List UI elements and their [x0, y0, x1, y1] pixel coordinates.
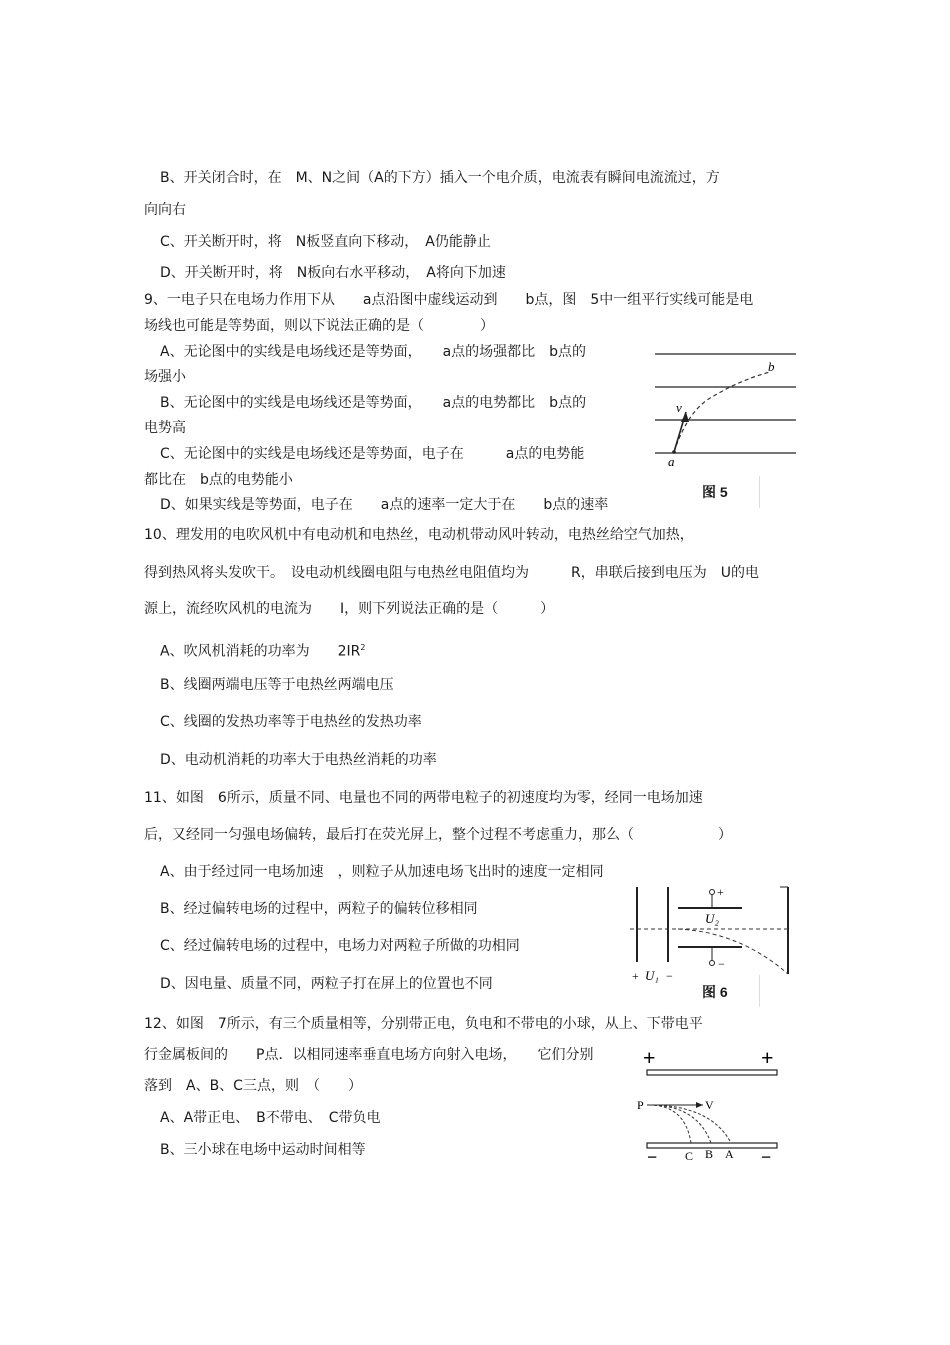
text-line: 后，又经同一匀强电场偏转，最后打在荧光屏上，整个过程不考虑重力，那么（ ） [144, 827, 732, 843]
divider [759, 476, 760, 508]
plus-right: + [761, 1045, 774, 1070]
figure-6 [630, 882, 800, 987]
v-label: V [705, 1098, 714, 1112]
text-line: B、经过偏转电场的过程中，两粒子的偏转位移相同 [160, 901, 478, 917]
text-line: B、线圈两端电压等于电热丝两端电压 [160, 677, 394, 693]
text-line: D、因电量、质量不同，两粒子打在屏上的位置也不同 [160, 976, 493, 992]
text-line: 场强小 [144, 369, 186, 385]
text-line: B、开关闭合时，在 M、N之间（A的下方）插入一个电介质，电流表有瞬间电流流过，方 [160, 170, 720, 186]
text-line: B、无论图中的实线是电场线还是等势面， a点的电势都比 b点的 [160, 395, 587, 411]
text-line: D、如果实线是等势面，电子在 a点的速率一定大于在 b点的速率 [160, 497, 609, 513]
text-line: 电势高 [144, 420, 186, 436]
text-line: C、开关断开时，将 N板竖直向下移动， A仍能静止 [160, 234, 491, 250]
p-label: P [637, 1098, 644, 1112]
plus-left: + [643, 1045, 656, 1070]
text-line: 得到热风将头发吹干。 设电动机线圈电阻与电热丝电阻值均为 R，串联后接到电压为 U的电 [144, 565, 759, 581]
text-line: D、电动机消耗的功率大于电热丝消耗的功率 [160, 752, 437, 768]
text-line: C、无论图中的实线是电场线还是等势面，电子在 a点的电势能 [160, 446, 585, 462]
a-label: A [725, 1147, 734, 1161]
divider [759, 975, 760, 1007]
label-v: v [676, 400, 682, 415]
label-b: b [768, 359, 775, 374]
text-line: 行金属板间的 P点．以相同速率垂直电场方向射入电场， 它们分别 [144, 1047, 594, 1063]
text-line: D、开关断开时，将 N板向右水平移动， A将向下加速 [160, 265, 506, 281]
label-a: a [668, 454, 675, 469]
minus-left: − [647, 1147, 658, 1165]
plus-left-label: + [632, 969, 639, 983]
text-line: 向向右 [144, 202, 186, 218]
text-line: 都比在 b点的电势能小 [144, 472, 293, 488]
figure-5 [650, 340, 800, 475]
figure-7 [635, 1045, 785, 1165]
text-line: 源上，流经吹风机的电流为 I，则下列说法正确的是（ ） [144, 601, 555, 617]
minus-left-label: − [666, 969, 673, 983]
minus-right: − [761, 1147, 772, 1165]
u1-label: U₁ [645, 968, 659, 983]
text-line: 落到 A、B、C三点，则 （ ） [144, 1078, 362, 1094]
plus-top-label: + [717, 885, 724, 899]
minus-bottom-label: − [718, 957, 725, 971]
text-line: A、无论图中的实线是电场线还是等势面， a点的场强都比 b点的 [160, 344, 587, 360]
question-10: 10、理发用的电吹风机中有电动机和电热丝，电动机带动风叶转动，电热丝给空气加热， [144, 527, 694, 543]
text-line: C、线圈的发热功率等于电热丝的发热功率 [160, 714, 422, 730]
question-11: 11、如图 6所示，质量不同、电量也不同的两带电粒子的初速度均为零，经同一电场加速 [144, 790, 703, 806]
text-line: A、由于经过同一电场加速 ，则粒子从加速电场飞出时的速度一定相同 [160, 864, 604, 880]
question-9: 9、一电子只在电场力作用下从 a点沿图中虚线运动到 b点，图 5中一组平行实线可能是电 [144, 292, 754, 308]
text-line: A、A带正电、 B不带电、 C带负电 [160, 1110, 381, 1126]
figure-6-caption: 图 6 [702, 984, 728, 1000]
question-12: 12、如图 7所示，有三个质量相等，分别带正电，负电和不带电的小球，从上、下带电平 [144, 1016, 703, 1032]
c-label: C [685, 1149, 694, 1163]
figure-5-caption: 图 5 [702, 484, 728, 500]
option-text: A、吹风机消耗的功率为 2IR [160, 643, 361, 660]
text-line: 场线也可能是等势面，则以下说法正确的是（ ） [144, 318, 494, 334]
text-line: C、经过偏转电场的过程中，电场力对两粒子所做的功相同 [160, 938, 520, 954]
superscript: 2 [360, 643, 366, 652]
text-line: B、三小球在电场中运动时间相等 [160, 1142, 366, 1158]
text-line [160, 639, 365, 661]
b-label: B [705, 1147, 714, 1161]
u2-label: U₂ [705, 911, 719, 926]
